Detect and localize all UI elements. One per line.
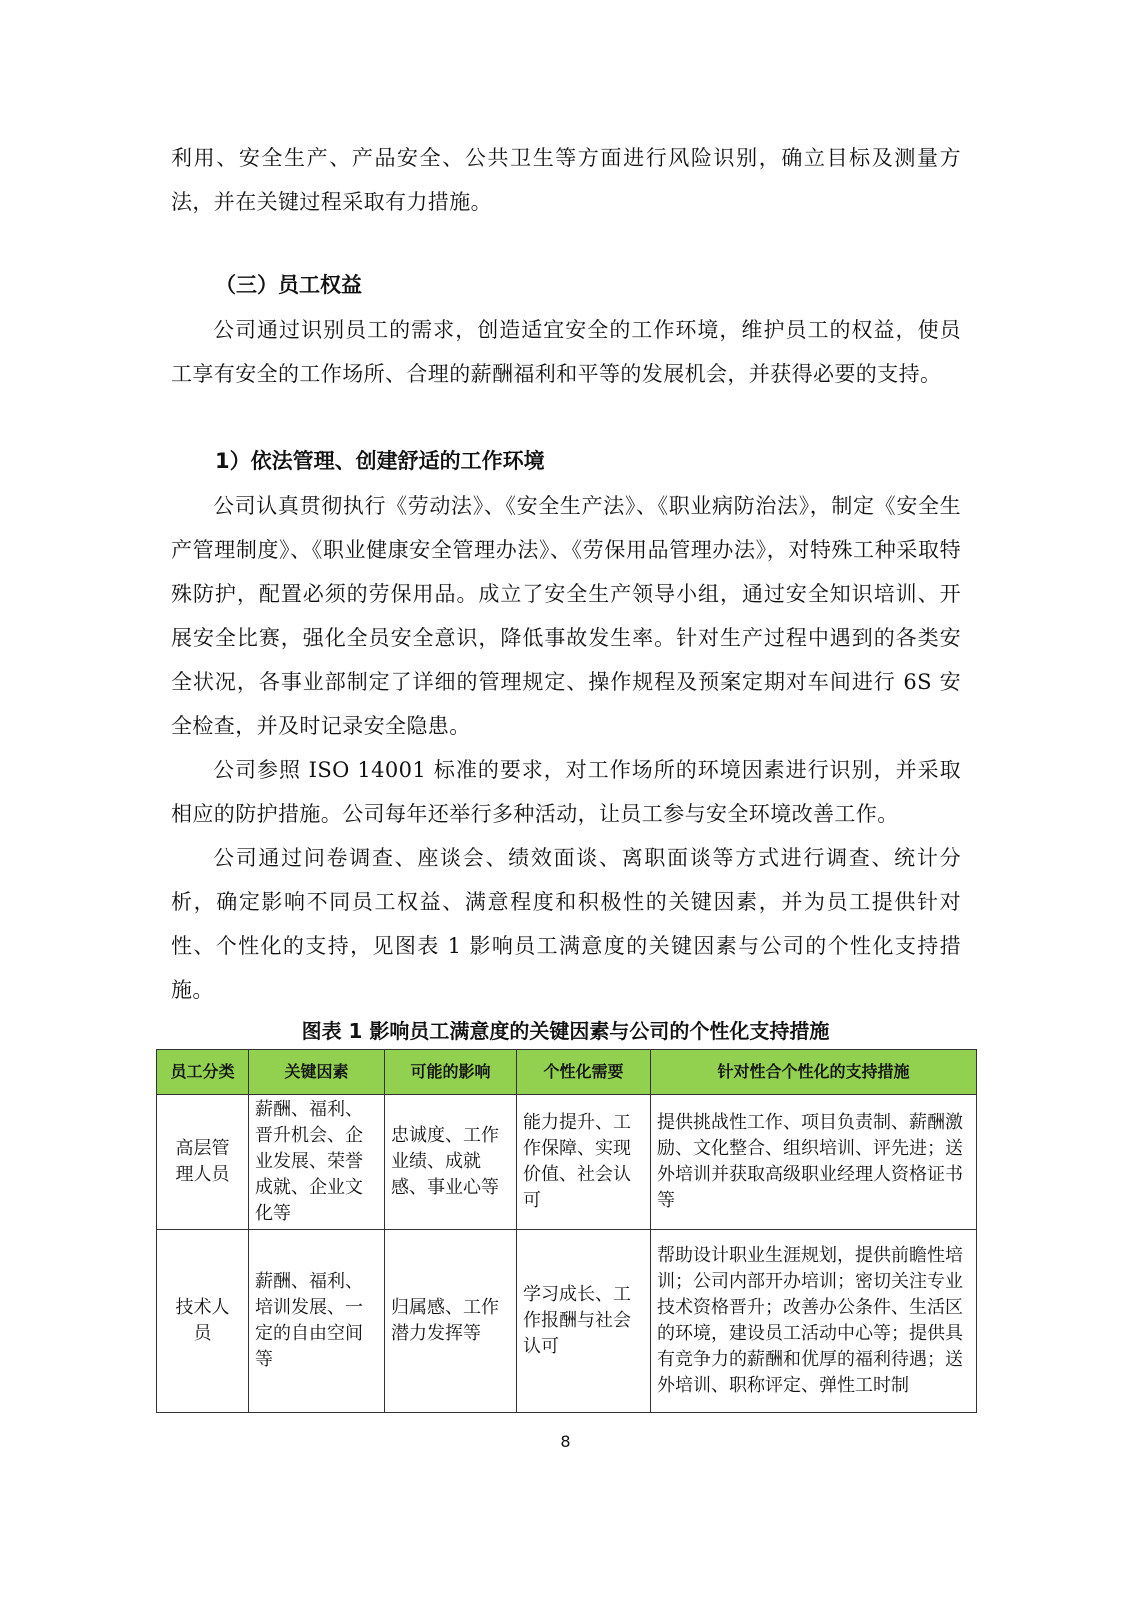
intro-paragraph: 利用、安全生产、产品安全、公共卫生等方面进行风险识别，确立目标及测量方法，并在关键过程采取有力措施。 — [171, 146, 961, 214]
header-personal-needs: 个性化需要 — [517, 1050, 651, 1095]
table-cell-measures: 帮助设计职业生涯规划，提供前瞻性培训；公司内部开办培训；密切关注专业技术资格晋升；改善办公条件、生活区的环境，建设员工活动中心等；提供具有竞争力的薪酬和优厚的福利待遇；送外培训、职称评定、弹性工时制 — [651, 1230, 977, 1413]
body-text-block — [171, 484, 961, 1012]
table-row — [157, 1095, 977, 1230]
section-paragraph: 公司通过识别员工的需求，创造适宜安全的工作环境，维护员工的权益，使员工享有安全的工作场所、合理的薪酬福利和平等的发展机会，并获得必要的支持。 — [171, 318, 961, 386]
subheading: 1）依法管理、创建舒适的工作环境 — [215, 449, 545, 473]
satisfaction-factors-table — [156, 1049, 977, 1413]
body-paragraph-1: 公司认真贯彻执行《劳动法》、《安全生产法》、《职业病防治法》，制定《安全生产管理制度》、《职业健康安全管理办法》、《劳保用品管理办法》，对特殊工种采取特殊防护，配置必须的劳保用品。成立了安全生产领导小组，通过安全知识培训、开展安全比赛，强化全员安全意识，降低事故发生率。针对生产过程中遇到的各类安全状况，各事业部制定了详细的管理规定、操作规程及预案定期对车间进行 6S 安全检查，并及时记录安全隐患。 — [171, 494, 961, 738]
table-cell-category: 高层管理人员 — [157, 1095, 249, 1230]
header-employee-category: 员工分类 — [157, 1050, 249, 1095]
table-row — [157, 1230, 977, 1413]
table-cell-factors: 薪酬、福利、培训发展、一定的自由空间等 — [249, 1230, 385, 1413]
table-cell-category: 技术人员 — [157, 1230, 249, 1413]
table-caption: 图表 1 影响员工满意度的关键因素与公司的个性化支持措施 — [301, 1019, 830, 1043]
section-heading: （三）员工权益 — [215, 273, 362, 297]
header-support-measures: 针对性合个性化的支持措施 — [651, 1050, 977, 1095]
header-possible-impact: 可能的影响 — [385, 1050, 517, 1095]
table-cell-impact: 归属感、工作潜力发挥等 — [385, 1230, 517, 1413]
section-text-block — [171, 308, 961, 396]
body-paragraph-3: 公司通过问卷调查、座谈会、绩效面谈、离职面谈等方式进行调查、统计分析，确定影响不同员工权益、满意程度和积极性的关键因素，并为员工提供针对性、个性化的支持，见图表 1 影响员工满意度的关键因素与公司的个性化支持措施。 — [171, 846, 961, 1002]
table-cell-needs: 学习成长、工作报酬与社会认可 — [517, 1230, 651, 1413]
table-cell-impact: 忠诚度、工作业绩、成就感、事业心等 — [385, 1095, 517, 1230]
table-cell-needs: 能力提升、工作保障、实现价值、社会认可 — [517, 1095, 651, 1230]
header-key-factors: 关键因素 — [249, 1050, 385, 1095]
body-paragraph-2: 公司参照 ISO 14001 标准的要求，对工作场所的环境因素进行识别，并采取相应的防护措施。公司每年还举行多种活动，让员工参与安全环境改善工作。 — [171, 758, 961, 826]
intro-text-block — [171, 136, 961, 224]
table-cell-measures: 提供挑战性工作、项目负责制、薪酬激励、文化整合、组织培训、评先进；送外培训并获取高级职业经理人资格证书等 — [651, 1095, 977, 1230]
table-cell-factors: 薪酬、福利、晋升机会、企业发展、荣誉成就、企业文化等 — [249, 1095, 385, 1230]
page-number: 8 — [560, 1432, 571, 1451]
table-header-row — [157, 1050, 977, 1095]
